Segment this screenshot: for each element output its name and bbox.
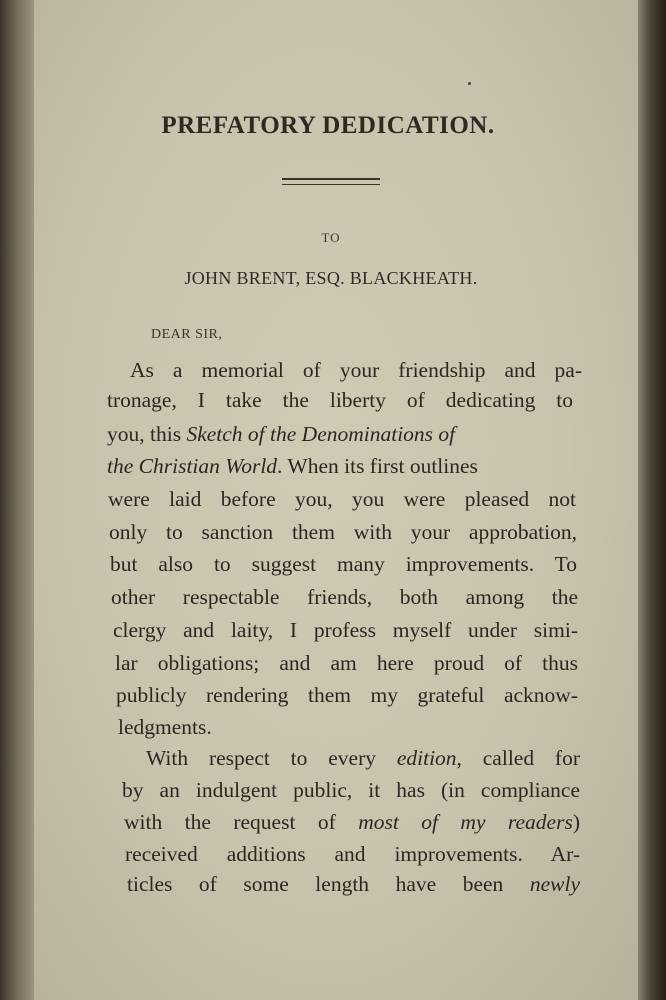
- body-text: , called for: [456, 746, 580, 770]
- body-text: With respect to every: [146, 746, 376, 770]
- body-line: [124, 810, 580, 834]
- body-line: publicly rendering them my grateful acknow-: [116, 683, 578, 707]
- dedication-to: TO: [321, 230, 341, 245]
- body-line: clergy and laity, I profess myself under simi-: [113, 618, 578, 642]
- italic-text: edition: [396, 746, 457, 770]
- body-text: ticles of some length have been: [127, 872, 504, 896]
- body-line: [107, 454, 577, 478]
- body-text: you, this: [107, 422, 182, 446]
- body-line: tronage, I take the liberty of dedicating to: [107, 388, 573, 412]
- body-text: with the request of: [124, 810, 336, 834]
- binding-left: [0, 0, 34, 1000]
- italic-text: most of my readers: [358, 810, 573, 834]
- addressee: JOHN BRENT, ESQ. BLACKHEATH.: [184, 268, 478, 288]
- body-line: only to sanction them with your approbation,: [109, 520, 577, 544]
- double-rule-divider: [282, 178, 380, 185]
- body-line: As a memorial of your friendship and pa-: [130, 358, 582, 382]
- italic-text: newly: [529, 872, 581, 896]
- page-title: PREFATORY DEDICATION.: [161, 112, 495, 139]
- body-line: lar obligations; and am here proud of thus: [115, 651, 578, 675]
- body-line: [127, 872, 580, 896]
- body-line: by an indulgent public, it has (in compliance: [122, 778, 580, 802]
- body-line: [146, 746, 580, 770]
- italic-title-text: Sketch of the Denominations of: [186, 422, 456, 446]
- body-line: [107, 422, 581, 446]
- salutation: DEAR SIR,: [151, 327, 223, 342]
- body-line: were laid before you, you were pleased not: [108, 487, 576, 511]
- page-speck: [468, 82, 471, 85]
- body-line: other respectable friends, both among the: [111, 585, 578, 609]
- body-text: ): [572, 810, 580, 834]
- body-line: ledgments.: [118, 715, 212, 739]
- body-text: . When its first outlines: [277, 454, 478, 478]
- body-line: but also to suggest many improvements. To: [110, 552, 577, 576]
- body-line: received additions and improvements. Ar-: [125, 842, 580, 866]
- italic-title-text: the Christian World: [107, 454, 278, 478]
- binding-right: [638, 0, 666, 1000]
